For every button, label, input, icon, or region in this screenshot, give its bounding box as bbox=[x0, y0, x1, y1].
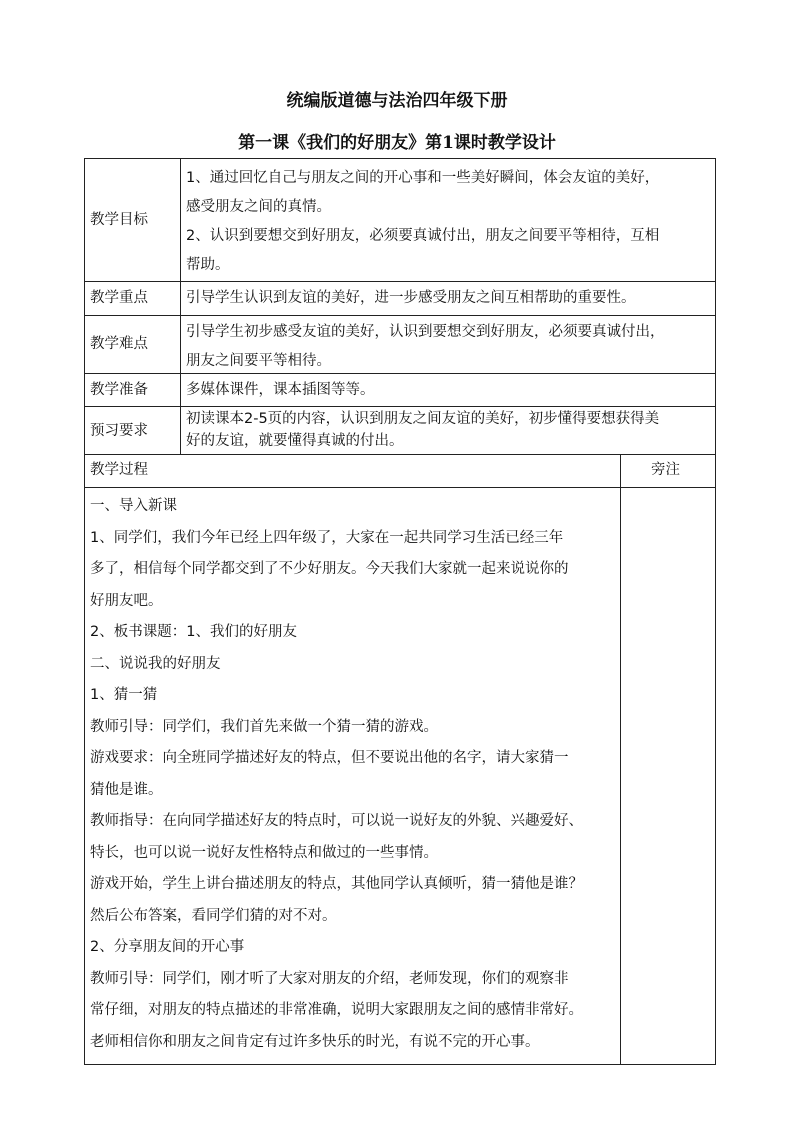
row-divider bbox=[84, 406, 716, 407]
text-line: 教师引导：同学们，刚才听了大家对朋友的介绍，老师发现，你们的观察非 bbox=[90, 970, 569, 987]
text-line: 游戏要求：向全班同学描述好友的特点，但不要说出他的名字，请大家猜一 bbox=[90, 750, 569, 766]
text-line: 2、认识到要想交到好朋友，必须要真诚付出，朋友之间要平等相待，互相 bbox=[186, 228, 660, 244]
text-line: 帮助。 bbox=[186, 257, 230, 273]
preview-label: 预习要求 bbox=[90, 423, 148, 439]
objectives-content bbox=[186, 164, 659, 280]
key-points-label: 教学重点 bbox=[90, 290, 148, 306]
table-border-left bbox=[84, 158, 85, 1065]
text-line: 2、分享朋友间的开心事 bbox=[90, 939, 245, 955]
text-line: 游戏开始，学生上讲台描述朋友的特点，其他同学认真倾听，猜一猜他是谁？ bbox=[90, 876, 583, 892]
text-line: 好朋友吧。 bbox=[90, 592, 163, 609]
table-border-bottom bbox=[84, 1064, 716, 1065]
text-line: 老师相信你和朋友之间肯定有过许多快乐的时光，有说不完的开心事。 bbox=[90, 1033, 540, 1050]
process-content bbox=[90, 491, 583, 1058]
process-header: 教学过程 bbox=[90, 462, 148, 478]
text-line: 一、导入新课 bbox=[90, 498, 177, 514]
row-divider bbox=[84, 487, 716, 488]
text-line: 教师指导：在向同学描述好友的特点时，可以说一说好友的外貌、兴趣爱好、 bbox=[90, 813, 583, 829]
difficulties-label: 教学难点 bbox=[90, 336, 148, 352]
label-column-divider bbox=[180, 158, 181, 455]
text-line: 多媒体课件，课本插图等等。 bbox=[186, 382, 375, 398]
text-line: 朋友之间要平等相待。 bbox=[186, 353, 331, 369]
table-border-right bbox=[715, 158, 716, 1065]
text-line: 好的友谊，就要懂得真诚的付出。 bbox=[186, 433, 404, 449]
preview-content bbox=[186, 408, 659, 452]
text-line: 常仔细，对朋友的特点描述的非常准确，说明大家跟朋友之间的感情非常好。 bbox=[90, 1002, 583, 1018]
text-line: 猜他是谁。 bbox=[90, 781, 163, 798]
text-line: 然后公布答案，看同学们猜的对不对。 bbox=[90, 907, 337, 924]
difficulties-content bbox=[186, 318, 665, 376]
row-divider bbox=[84, 281, 716, 282]
text-line: 1、通过回忆自己与朋友之间的开心事和一些美好瞬间，体会友谊的美好， bbox=[186, 170, 660, 186]
text-line: 2、板书课题：1、我们的好朋友 bbox=[90, 624, 297, 640]
notes-header: 旁注 bbox=[651, 462, 680, 478]
text-line: 引导学生认识到友谊的美好，进一步感受朋友之间互相帮助的重要性。 bbox=[186, 290, 636, 306]
notes-column-divider bbox=[620, 454, 621, 1065]
text-line: 多了，相信每个同学都交到了不少好朋友。今天我们大家就一起来说说你的 bbox=[90, 561, 569, 577]
text-line: 1、同学们，我们今年已经上四年级了，大家在一起共同学习生活已经三年 bbox=[90, 529, 564, 546]
document-title: 统编版道德与法治四年级下册 bbox=[286, 91, 508, 111]
text-line: 引导学生初步感受友谊的美好，认识到要想交到好朋友，必须要真诚付出， bbox=[186, 324, 665, 340]
preparation-content bbox=[186, 376, 375, 405]
text-line: 特长，也可以说一说好友性格特点和做过的一些事情。 bbox=[90, 844, 438, 861]
text-line: 二、说说我的好朋友 bbox=[90, 655, 221, 672]
lesson-title: 第一课《我们的好朋友》第1课时教学设计 bbox=[238, 133, 556, 153]
row-divider bbox=[84, 315, 716, 316]
key-points-content bbox=[186, 284, 636, 313]
row-divider bbox=[84, 454, 716, 455]
text-line: 1、猜一猜 bbox=[90, 687, 158, 703]
objectives-label: 教学目标 bbox=[90, 212, 148, 228]
preparation-label: 教学准备 bbox=[90, 382, 148, 398]
text-line: 教师引导：同学们，我们首先来做一个猜一猜的游戏。 bbox=[90, 718, 438, 735]
text-line: 感受朋友之间的真情。 bbox=[186, 199, 331, 215]
text-line: 初读课本2-5页的内容，认识到朋友之间友谊的美好，初步懂得要想获得美 bbox=[186, 411, 660, 427]
table-border-top bbox=[84, 158, 716, 159]
